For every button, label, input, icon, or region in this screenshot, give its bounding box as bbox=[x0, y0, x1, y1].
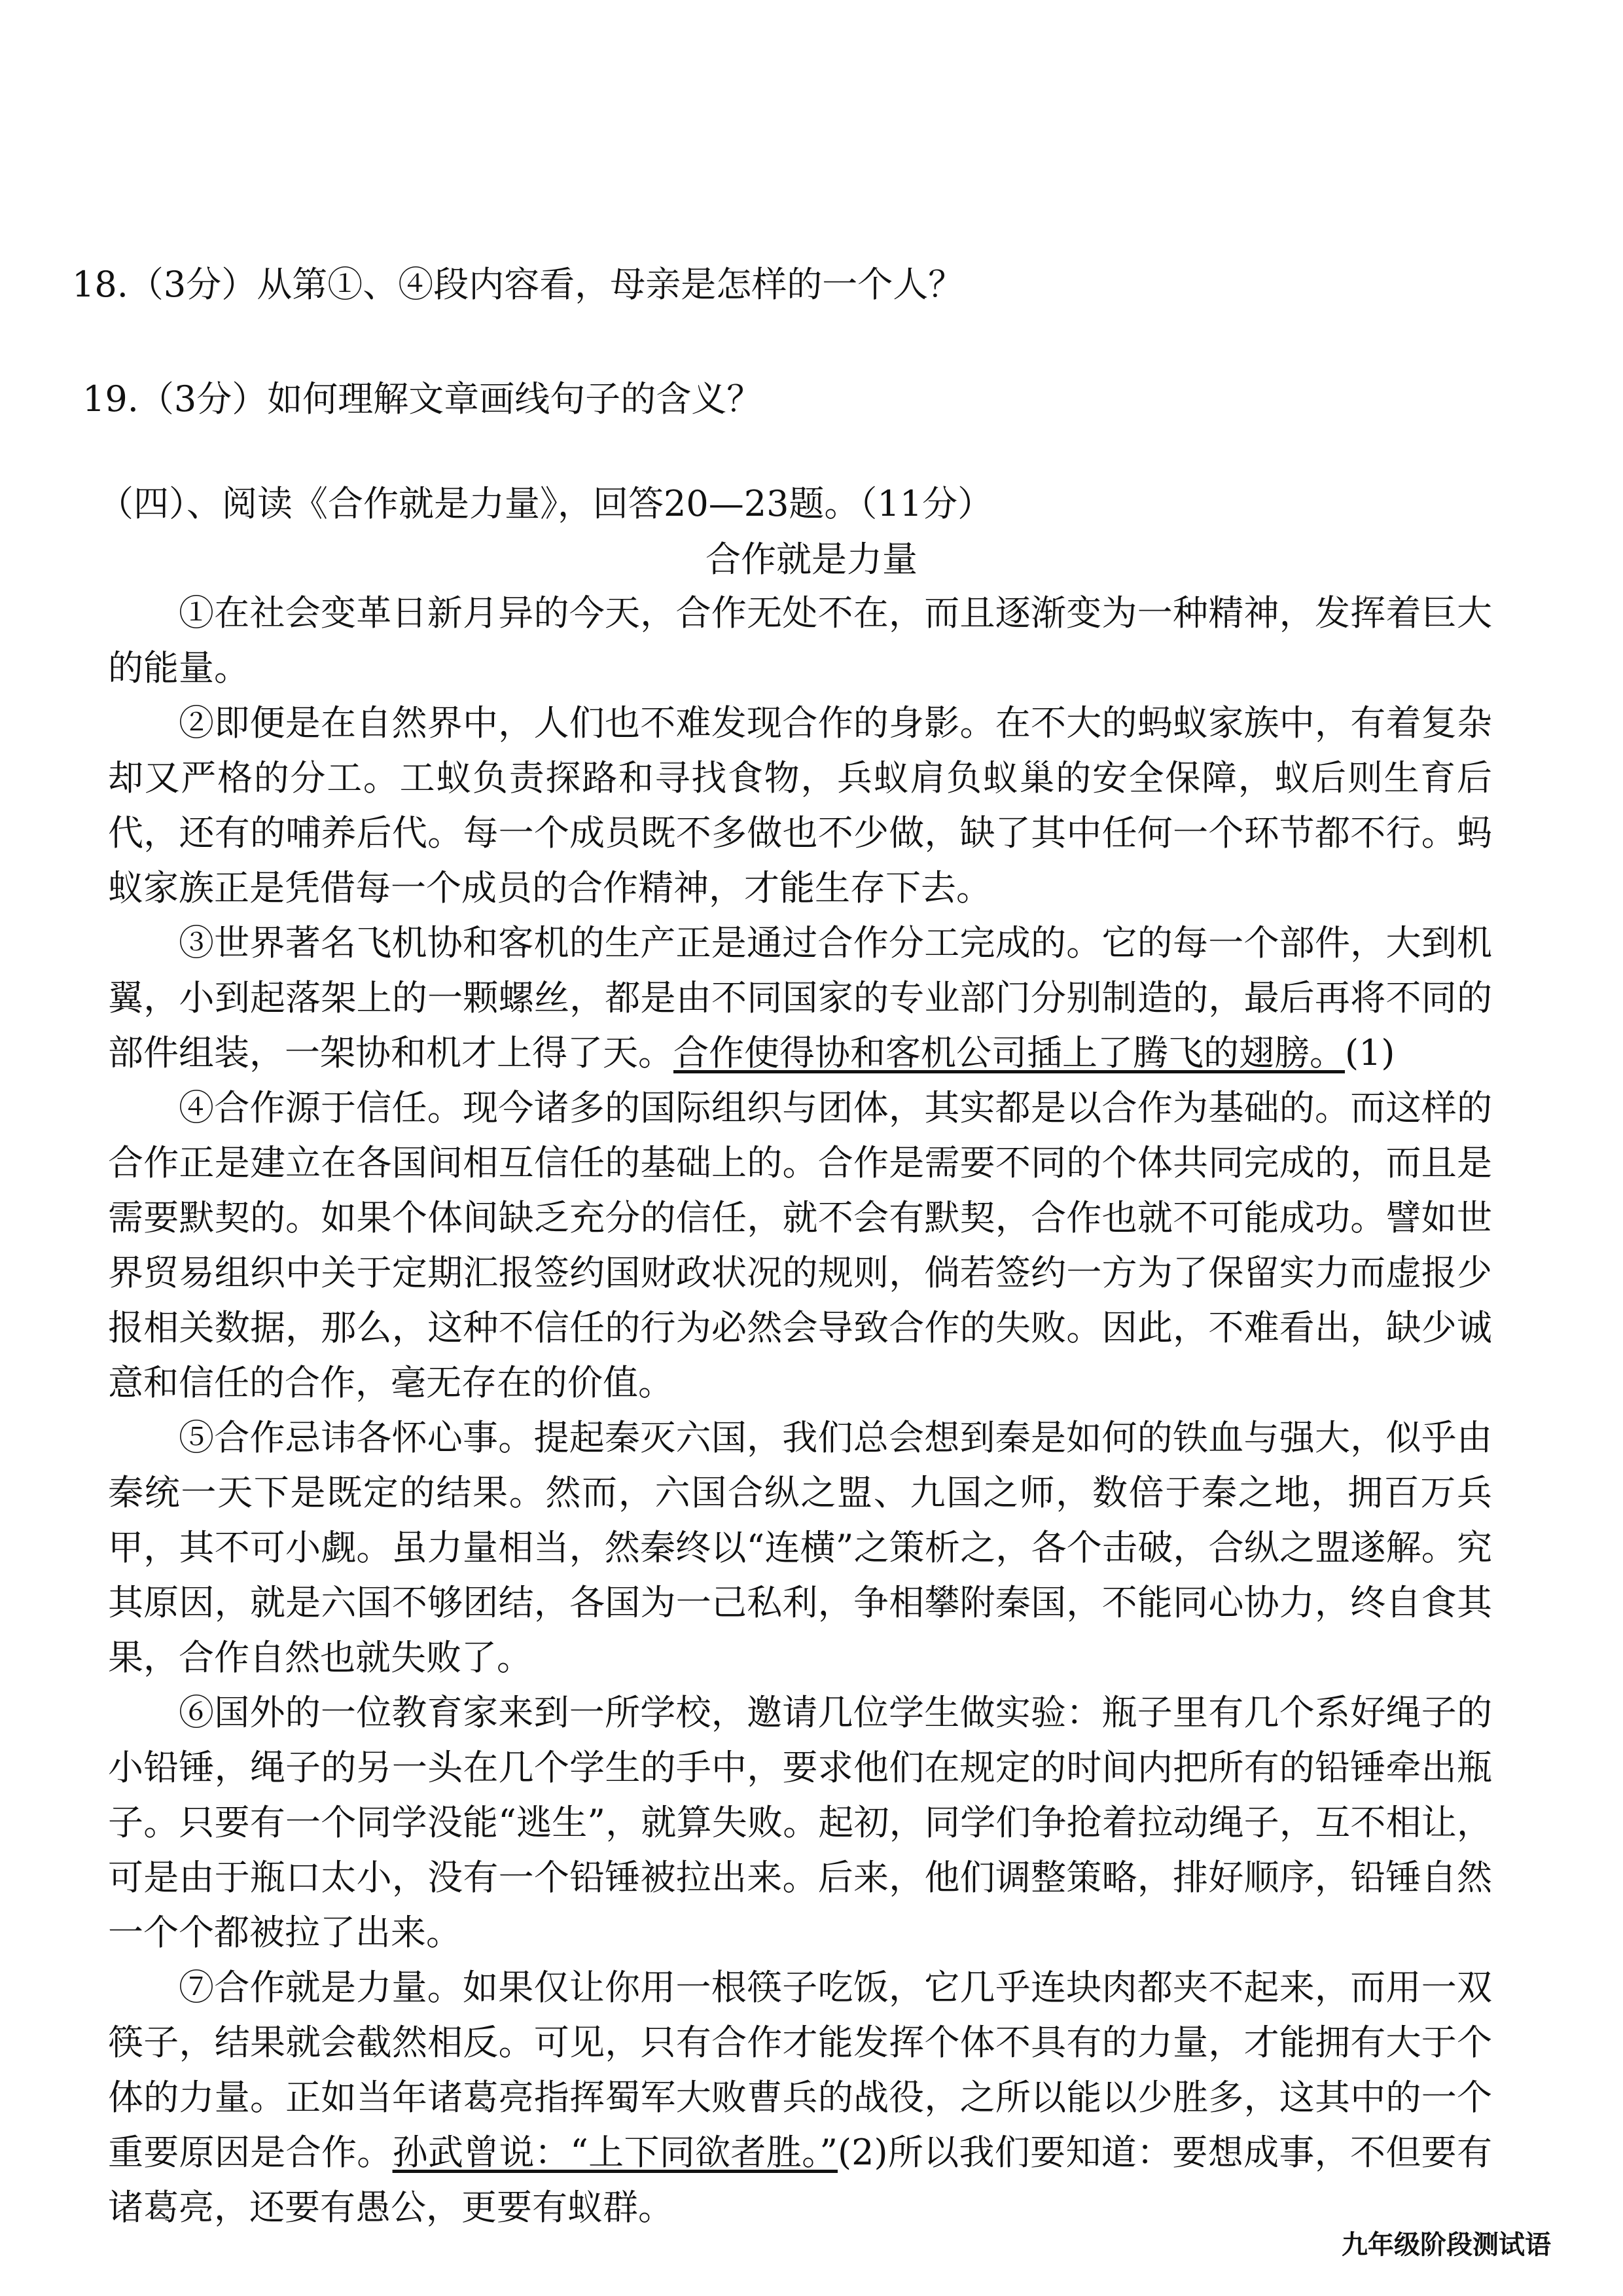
section-heading: （四）、阅读《合作就是力量》，回答20—23题。（11分） bbox=[98, 483, 993, 524]
paragraph-1: ①在社会变革日新月异的今天，合作无处不在，而且逐渐变为一种精神，发挥着巨大的能量。 bbox=[108, 592, 1492, 689]
paragraph-3 bbox=[108, 916, 1492, 1081]
paragraph-5: ⑤合作忌讳各怀心事。提起秦灭六国，我们总会想到秦是如何的铁血与强大，似乎由秦统一天下是既定的结果。然而，六国合纵之盟、九国之师，数倍于秦之地，拥百万兵甲，其不可小觑。虽力量相当，然秦终以“连横”之策析之，各个击破，合纵之盟遂解。究其原因，就是六国不够团结，各国为一己私利，争相攀附秦国，不能同心协力，终自食其果，合作自然也就失败了。 bbox=[108, 1417, 1492, 1678]
question-18: 18.（3分）从第①、④段内容看，母亲是怎样的一个人？ bbox=[72, 264, 964, 305]
paragraph-6: ⑥国外的一位教育家来到一所学校，邀请几位学生做实验：瓶子里有几个系好绳子的小铅锤，绳子的另一头在几个学生的手中，要求他们在规定的时间内把所有的铅锤牵出瓶子。只要有一个同学没能“逃生”，就算失败。起初，同学们争抢着拉动绳子，互不相让，可是由于瓶口太小，没有一个铅锤被拉出来。后来，他们调整策略，排好顺序，铅锤自然一个个都被拉了出来。 bbox=[108, 1692, 1492, 1953]
underlined-sentence-1: 合作使得协和客机公司插上了腾飞的翅膀。 bbox=[673, 1032, 1345, 1073]
paragraph-2: ②即便是在自然界中，人们也不难发现合作的身影。在不大的蚂蚁家族中，有着复杂却又严格的分工。工蚁负责探路和寻找食物，兵蚁肩负蚁巢的安全保障，蚁后则生育后代，还有的哺养后代。每一个成员既不多做也不少做，缺了其中任何一个环节都不行。蚂蚁家族正是凭借每一个成员的合作精神，才能生存下去。 bbox=[108, 702, 1492, 908]
mark-1: (1) bbox=[1345, 1032, 1395, 1073]
paragraph-7-text: ⑦合作就是力量。如果仅让你用一根筷子吃饭，它几乎连块肉都夹不起来，而用一双筷子，结果就会截然相反。可见，只有合作才能发挥个体不具有的力量，才能拥有大于个体的力量。正如当年诸葛亮指挥蜀军大败曹兵的战役，之所以能以少胜多，这其中的一个重要原因是合作。 bbox=[108, 1967, 1492, 2173]
mark-2: (2) bbox=[838, 2132, 888, 2173]
paragraph-7 bbox=[108, 1960, 1492, 2235]
question-19: 19.（3分）如何理解文章画线句子的含义？ bbox=[82, 378, 762, 420]
article-body bbox=[108, 586, 1492, 2235]
footer-label: 九年级阶段测试语 bbox=[1342, 2230, 1551, 2260]
underlined-sentence-2: 孙武曾说：“上下同欲者胜。” bbox=[392, 2132, 838, 2173]
paragraph-4: ④合作源于信任。现今诸多的国际组织与团体，其实都是以合作为基础的。而这样的合作正是建立在各国间相互信任的基础上的。合作是需要不同的个体共同完成的，而且是需要默契的。如果个体间缺乏充分的信任，就不会有默契，合作也就不可能成功。譬如世界贸易组织中关于定期汇报签约国财政状况的规则，倘若签约一方为了保留实力而虚报少报相关数据，那么，这种不信任的行为必然会导致合作的失败。因此，不难看出，缺少诚意和信任的合作，毫无存在的价值。 bbox=[108, 1087, 1492, 1403]
paragraph-7-tail: 所以我们要知道：要想成事，不但要有诸葛亮，还要有愚公，更要有蚁群。 bbox=[108, 2132, 1493, 2228]
paragraph-3-text: ③世界著名飞机协和客机的生产正是通过合作分工完成的。它的每一个部件，大到机翼，小到起落架上的一颗螺丝，都是由不同国家的专业部门分别制造的，最后再将不同的部件组装，一架协和机才上得了天。 bbox=[108, 922, 1492, 1073]
article-title: 合作就是力量 bbox=[705, 539, 918, 580]
